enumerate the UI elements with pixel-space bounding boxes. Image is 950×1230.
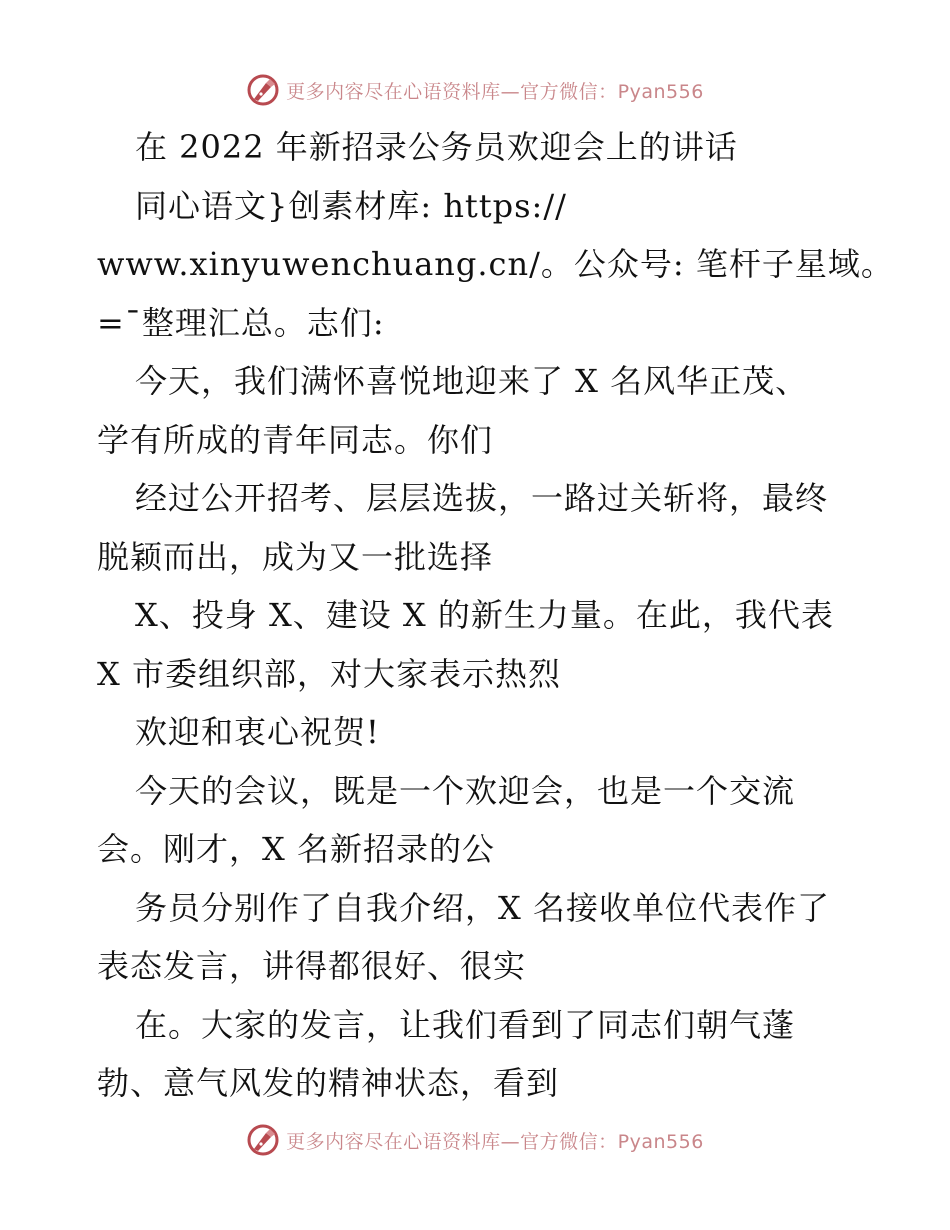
document-line: 今天的会议，既是一个欢迎会，也是一个交流 bbox=[135, 771, 796, 810]
document-line: 会。刚才，X 名新招录的公 bbox=[97, 830, 495, 868]
document-line: 经过公开招考、层层选拔，一路过关斩将，最终 bbox=[135, 479, 829, 517]
document-line: 今天，我们满怀喜悦地迎来了 X 名风华正茂、 bbox=[135, 362, 809, 400]
document-line: =¯整理汇总。志们: bbox=[97, 303, 385, 342]
document-line: www.xinyuwenchuang.cn/。公众号: 笔杆子星域。 bbox=[97, 245, 894, 283]
document-line: 同心语文}创素材库: https:// bbox=[135, 186, 567, 225]
document-line: 学有所成的青年同志。你们 bbox=[97, 420, 494, 459]
pen-nib-circle-icon bbox=[246, 1123, 280, 1157]
document-line: 勃、意气风发的精神状态，看到 bbox=[97, 1064, 560, 1102]
document-line: X 市委组织部，对大家表示热烈 bbox=[97, 654, 561, 693]
document-line: 欢迎和衷心祝贺! bbox=[135, 713, 380, 751]
pen-nib-circle-icon bbox=[246, 73, 280, 107]
document-body bbox=[97, 118, 894, 1113]
document-title: 在 2022 年新招录公务员欢迎会上的讲话 bbox=[135, 128, 738, 166]
document-line: 务员分别作了自我介绍，X 名接收单位代表作了 bbox=[135, 888, 830, 927]
document-line: 脱颖而出，成为又一批选择 bbox=[97, 537, 494, 576]
footer-banner bbox=[0, 1120, 950, 1160]
document-line: 在。大家的发言，让我们看到了同志们朝气蓬 bbox=[135, 1005, 796, 1044]
footer-banner-text: 更多内容尽在心语资料库—官方微信：Pyan556 bbox=[286, 1130, 704, 1153]
document-line: 表态发言，讲得都很好、很实 bbox=[97, 947, 527, 985]
header-banner-text: 更多内容尽在心语资料库—官方微信：Pyan556 bbox=[286, 80, 704, 103]
document-line: X、投身 X、建设 X 的新生力量。在此，我代表 bbox=[135, 596, 834, 634]
header-banner bbox=[0, 70, 950, 110]
